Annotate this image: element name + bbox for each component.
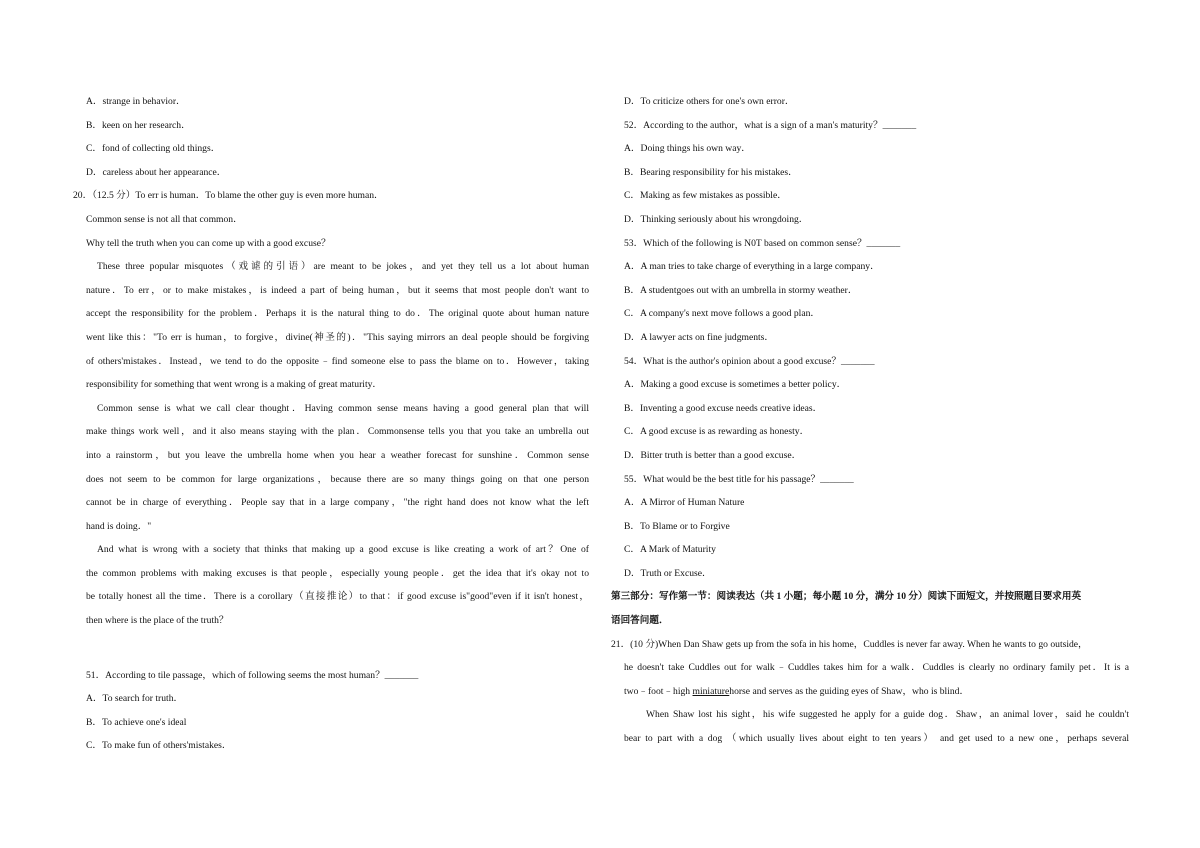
option-line: B．keen on her research．: [86, 119, 191, 131]
paragraph-line: does not seem to be common for large organizations，because there are so many things going on that one person: [86, 473, 589, 485]
option-line: D．Thinking seriously about his wrongdoing．: [624, 213, 809, 225]
option-line: C．A good excuse is as rewarding as honesty．: [624, 426, 810, 438]
section-3-heading: 语回答问题．: [611, 615, 669, 627]
question-20-header: 20．（12.5 分）To err is human．To blame the other guy is even more human．: [73, 190, 384, 202]
section-3-heading: 第三部分：写作第一节：阅读表达（共 1 小题；每小题 10 分，满分 10 分）阅读下面短文，并按照题目要求用英: [611, 591, 1082, 603]
paragraph-line: then where is the place of the truth？: [86, 615, 229, 627]
option-line: B．Bearing responsibility for his mistakes．: [624, 166, 798, 178]
right-column: [611, 90, 1129, 751]
question-53: 53．Which of the following is N0T based on common sense？_______: [624, 237, 901, 249]
option-line: D．To criticize others for one's own error．: [624, 96, 795, 107]
question-21-header: 21．(10 分)When Dan Shaw gets up from the sofa in his home，Cuddles is never far away. When he wants to go outside，: [611, 638, 1088, 650]
paragraph-line: responsibility for something that went wrong is a making of great maturity．: [86, 379, 383, 391]
paragraph-line: the common problems with making excuses is that people，especially young people．get the idea that it's okay not to: [86, 567, 589, 579]
paragraph-line: be totally honest all the time．There is a corollary（直接推论）to that：if good excuse is"good"even if it isn't honest，: [86, 591, 589, 603]
paragraph-line: hand is doing．": [86, 520, 152, 532]
question-55: 55．What would be the best title for his passage？_______: [624, 473, 854, 485]
option-line: C．A company's next move follows a good plan．: [624, 308, 820, 320]
option-line: A．A man tries to take charge of everything in a large company．: [624, 261, 880, 273]
underlined-word: miniature: [692, 685, 730, 697]
question-20-line: Why tell the truth when you can come up with a good excuse？: [86, 237, 331, 249]
option-line: D．careless about her appearance．: [86, 166, 227, 178]
question-51: 51．According to tile passage，which of following seems the most human？_______: [86, 669, 419, 681]
option-line: C．Making as few mistakes as possible．: [624, 190, 787, 202]
paragraph-line: [624, 680, 1129, 704]
option-line: B．To Blame or to Forgive: [624, 520, 730, 532]
paragraph-line: And what is wrong with a society that thinks that making up a good excuse is like creating a work of art？One of: [97, 544, 589, 556]
option-line: C．To make fun of others'mistakes．: [86, 740, 232, 752]
option-line: A．To search for truth．: [86, 693, 184, 705]
paragraph-line: he doesn't take Cuddles out for walk﹣Cuddles takes him for a walk．Cuddles is clearly no ordinary family pet．It is a: [624, 662, 1129, 674]
option-line: D．A lawyer acts on fine judgments．: [624, 331, 775, 343]
spacer: [86, 633, 589, 664]
paragraph-line: When Shaw lost his sight，his wife suggested he apply for a guide dog．Shaw，an animal lover，said he couldn't: [646, 709, 1129, 721]
text-run: horse and serves as the guiding eyes of Shaw，who is blind．: [729, 685, 970, 697]
paragraph-line: of others'mistakes．Instead，we tend to do the opposite﹣find someone else to pass the blame on to．However，taking: [86, 355, 589, 367]
option-line: B．Inventing a good excuse needs creative ideas．: [624, 402, 823, 414]
paragraph-line: make things work well，and it also means staying with the plan．Commonsense tells you that you take an umbrella out: [86, 426, 589, 438]
paragraph-line: into a rainstorm，but you leave the umbrella home when you hear a weather forecast for sunshine．Common sense: [86, 449, 589, 461]
question-54: 54．What is the author's opinion about a good excuse？_______: [624, 355, 875, 367]
option-line: A．A Mirror of Human Nature: [624, 497, 745, 509]
option-line: A．Doing things his own way．: [624, 143, 751, 155]
option-line: B．To achieve one's ideal: [86, 716, 187, 728]
text-run: two﹣foot﹣high: [624, 685, 693, 697]
question-20-line: Common sense is not all that common．: [86, 213, 243, 225]
paragraph-line: nature．To err，or to make mistakes，is indeed a part of being human，but it seems that most people don't want to: [86, 284, 589, 296]
paragraph-line: These three popular misquotes（戏谑的引语）are meant to be jokes，and yet they tell us a lot about human: [97, 261, 589, 273]
option-line: C．fond of collecting old things．: [86, 143, 221, 155]
option-line: A．strange in behavior．: [86, 96, 186, 107]
paragraph-line: bear to part with a dog （which usually lives about eight to ten years） and get used to a new one，perhaps several: [624, 733, 1129, 745]
paragraph-line: accept the responsibility for the problem．Perhaps it is the natural thing to do．The original quote about human nature: [86, 308, 589, 320]
option-line: B．A studentgoes out with an umbrella in stormy weather．: [624, 284, 858, 296]
paragraph-line: went like this："To err is human，to forgive，divine(神圣的)．"This saying mirrors an deal people should be forgiving: [86, 331, 589, 343]
paragraph-line: Common sense is what we call clear thought．Having common sense means having a good general plan that will: [97, 402, 589, 414]
option-line: D．Truth or Excuse．: [624, 567, 712, 579]
question-52: 52．According to the author，what is a sign of a man's maturity？_______: [624, 119, 917, 131]
option-line: C．A Mark of Maturity: [624, 544, 716, 556]
option-line: D．Bitter truth is better than a good excuse．: [624, 449, 802, 461]
paragraph-line: cannot be in charge of everything．People say that in a large company，"the right hand does not know what the left: [86, 497, 589, 509]
option-line: A．Making a good excuse is sometimes a better policy．: [624, 379, 847, 391]
left-column: [73, 90, 589, 758]
